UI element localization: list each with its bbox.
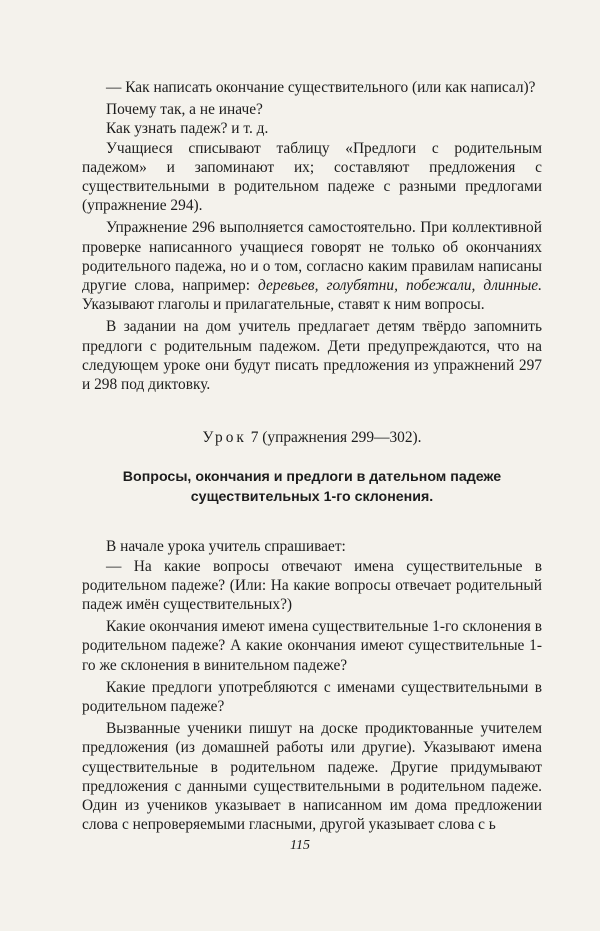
paragraph-copy-table: Учащиеся списывают таблицу «Предлоги с родительным падежом» и запоминают их; составляют предложения с существительными в родительном падеже с разными предлогами (упражнение 294). [82,139,542,215]
paragraph-question-endings: Какие окончания имеют имена существительные 1-го склонения в родительном падеже? А какие окончания имеют существительные 1-го же склонения в винительном падеже? [82,618,542,674]
paragraph-question-genitive: — На какие вопросы отвечают имена существительные в родительном падеже? (Или: На какие вопросы отвечает родительный падеж имён существительных?) [82,557,542,614]
paragraph-board-work: Вызванные ученики пишут на доске продиктованные учителем предложения (из домашней работы или другие). Указывают имена существительные в родительном падеже. Другие придумывают предложения с данными существительными в родительном падеже. Один из учеников указывает в написанном им дома предложении слова с непроверяемыми гласными, другой указывает слова с ь [82,720,542,834]
example-words: деревьев, голубятни, побежали, длинные. [258,277,542,295]
section-heading-line-1: Вопросы, окончания и предлоги в дательном падеже [122,469,502,486]
lesson-title [82,428,542,447]
section-heading [82,467,542,507]
section-heading-line-2: существительных 1-го склонения. [190,489,434,506]
page-number: 115 [290,838,310,853]
paragraph-lesson-start: В начале урока учитель спрашивает: [106,538,346,556]
lesson-word: Урок [202,429,247,447]
exercise-296-text-end: Указывают глаголы и прилагательные, ставят к ним вопросы. [82,296,485,314]
paragraph-question-ending: — Как написать окончание существительного (или как написал)? [106,79,536,96]
paragraph-question-case: Как узнать падеж? и т. д. [106,120,269,138]
lesson-detail: 7 (упражнения 299—302). [250,429,422,447]
exercise-296-text: Упражнение 296 выполняется самостоятельно. При коллективной проверке написанного учащиеся говорят не только об окончаниях родительного падежа, но и о том, согласно каким правилам написаны другие слова, например: [82,219,542,295]
paragraph-question-why: Почему так, а не иначе? [106,101,263,119]
paragraph-homework: В задании на дом учитель предлагает детям твёрдо запомнить предлоги с родительным падежом. Дети предупреждаются, что на следующем уроке они будут писать предложения из упражнений 297 и 298 под диктовку. [82,318,542,394]
paragraph-exercise-296 [82,218,542,314]
paragraph-question-prepositions: Какие предлоги употребляются с именами существительными в родительном падеже? [82,678,542,716]
